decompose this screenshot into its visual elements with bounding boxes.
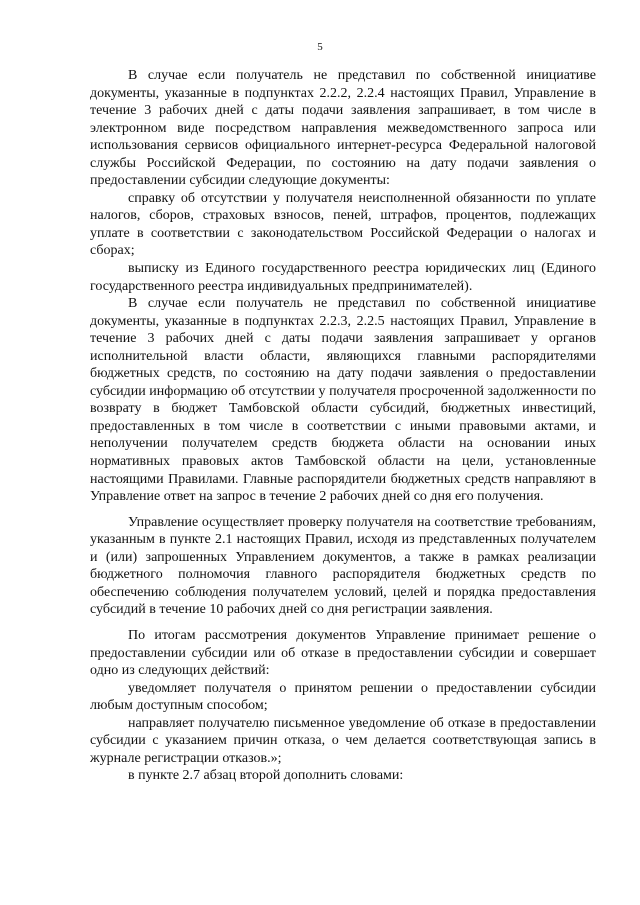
- paragraph-recipient-check: Управление осуществляет проверку получателя на соответствие требованиям, указанным в пункте 2.1 настоящих Правил, исходя из представленных получателем и (или) запрошенных Управлением документов, а также в рамках реализации бюджетного полномочия главного распорядителя бюджетных средств по обеспечению соблюдения получателем условий, целей и порядка предоставления субсидий в течение 10 рабочих дней со дня регистрации заявления.: [90, 514, 596, 618]
- paragraph-amend-clause: в пункте 2.7 абзац второй дополнить словами:: [128, 768, 404, 784]
- paragraph-request-budget-debt-info: В случае если получатель не представил по собственной инициативе документы, указанные в подпунктах 2.2.3, 2.2.5 настоящих Правил, Управление в течение 3 рабочих дней с даты подачи заявления запрашивает у органов исполнительной власти области, являющихся главными распорядителями бюджетных средств, по состоянию на дату подачи заявления о предоставлении субсидии информацию об отсутствии у получателя просроченной задолженности по возврату в бюджет Тамбовской области субсидий, бюджетных инвестиций, предоставленных в том числе в соответствии с иными правовыми актами, и неполучении получателем средств бюджета области на основании иных нормативных правовых актов Тамбовской области на цели, установленные настоящими Правилами. Главные распорядители бюджетных средств направляют в Управление ответ на запрос в течение 2 рабочих дней со дня его получения.: [90, 296, 596, 505]
- document-body: [90, 67, 596, 785]
- paragraph-decision-actions: По итогам рассмотрения документов Управление принимает решение о предоставлении субсидии или об отказе в предоставлении субсидии и совершает одно из следующих действий:: [90, 627, 596, 679]
- paragraph-request-tax-documents: В случае если получатель не представил по собственной инициативе документы, указанные в подпунктах 2.2.2, 2.2.4 настоящих Правил, Управление в течение 3 рабочих дней с даты подачи заявления запрашивает, в том числе в электронном виде посредством направления межведомственного запроса или использования сервисов официального интернет-ресурса Федеральной налоговой службы Российской Федерации, по состоянию на дату подачи заявления о предоставлении субсидии следующие документы:: [90, 68, 596, 189]
- paragraph-tax-certificate: справку об отсутствии у получателя неисполненной обязанности по уплате налогов, сборов, страховых взносов, пеней, штрафов, процентов, подлежащих уплате в соответствии с законодательством Российской Федерации о налогах и сборах;: [90, 190, 596, 259]
- page-number: 5: [317, 41, 323, 53]
- paragraph-registry-extract: выписку из Единого государственного реестра юридических лиц (Единого государственного реестра индивидуальных предпринимателей).: [90, 261, 596, 294]
- paragraph-notify-refusal: направляет получателю письменное уведомление об отказе в предоставлении субсидии с указанием причин отказа, о чем делается соответствующая запись в журнале регистрации отказов.»;: [90, 715, 596, 766]
- paragraph-notify-approval: уведомляет получателя о принятом решении о предоставлении субсидии любым доступным способом;: [90, 680, 596, 714]
